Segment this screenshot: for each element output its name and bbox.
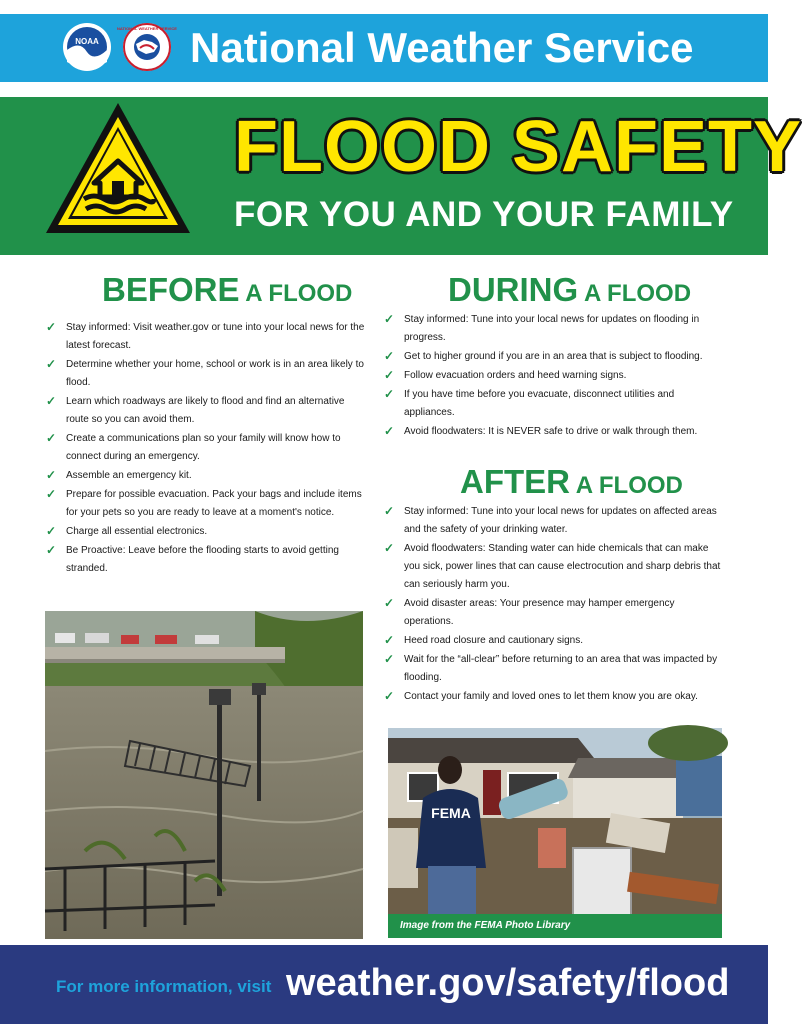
checkmark-icon: ✓ (384, 368, 395, 382)
list-item: ✓ Assemble an emergency kit. (46, 468, 192, 482)
noaa-logo-text: NOAA (75, 37, 99, 46)
fema-photo (388, 728, 722, 938)
list-item: ✓ Prepare for possible evacuation. Pack your bags and include items for your pets so you are ready to leave at a moment's notice. (46, 487, 362, 518)
checkmark-icon: ✓ (384, 349, 395, 363)
list-item: ✓ Heed road closure and cautionary signs. (384, 633, 583, 647)
list-item: ✓ Create a communications plan so your family will know how to connect during an emergency. (46, 431, 341, 462)
checkmark-icon: ✓ (384, 596, 395, 610)
checkmark-icon: ✓ (384, 689, 395, 703)
after-heading (460, 462, 683, 509)
list-item: ✓ Charge all essential electronics. (46, 524, 208, 538)
list-item: ✓ Follow evacuation orders and heed warning signs. (384, 368, 627, 382)
footer-bar (0, 945, 768, 1024)
list-item: ✓ Be Proactive: Leave before the flooding starts to avoid getting stranded. (46, 543, 339, 574)
list-item: ✓ Determine whether your home, school or work is in an area likely to flood. (46, 357, 364, 388)
checkmark-icon: ✓ (46, 487, 57, 501)
flood-safety-banner (0, 97, 802, 255)
before-list (44, 319, 366, 579)
flood-warning-icon (44, 101, 192, 235)
after-heading-small: A FLOOD (570, 472, 683, 499)
nws-header-bar (0, 14, 768, 82)
checkmark-icon: ✓ (384, 312, 395, 326)
checkmark-icon: ✓ (46, 524, 57, 538)
list-item: ✓ Contact your family and loved ones to let them know you are okay. (384, 689, 698, 703)
list-item: ✓ Stay informed: Tune into your local news for updates on affected areas and the safety of your drinking water. (384, 504, 717, 535)
checkmark-icon: ✓ (46, 468, 57, 482)
footer-lead-text: For more information, visit (56, 977, 272, 996)
checkmark-icon: ✓ (46, 320, 57, 334)
during-heading (448, 270, 691, 317)
checkmark-icon: ✓ (384, 504, 395, 518)
checkmark-icon: ✓ (46, 357, 57, 371)
photo-caption: Image from the FEMA Photo Library (388, 914, 722, 938)
list-item: ✓ Get to higher ground if you are in an area that is subject to flooding. (384, 349, 703, 363)
checkmark-icon: ✓ (46, 543, 57, 557)
during-heading-small: A FLOOD (578, 280, 692, 307)
checkmark-icon: ✓ (46, 431, 57, 445)
list-item: ✓ Avoid floodwaters: It is NEVER safe to drive or walk through them. (384, 424, 698, 438)
before-heading-small: A FLOOD (239, 280, 353, 307)
nws-title: National Weather Service (190, 24, 694, 71)
nws-logo (117, 22, 177, 72)
fema-vest-text: FEMA (431, 805, 471, 821)
flood-safety-title: FLOOD SAFETY (234, 107, 802, 187)
noaa-logo (62, 22, 112, 72)
list-item: ✓ Stay informed: Tune into your local news for updates on flooding in progress. (384, 312, 700, 343)
flood-safety-subtitle: FOR YOU AND YOUR FAMILY (234, 195, 734, 234)
checkmark-icon: ✓ (384, 424, 395, 438)
list-item: ✓ If you have time before you evacuate, disconnect utilities and appliances. (384, 387, 675, 418)
during-heading-big: DURING (448, 271, 579, 308)
nws-logo-text: NATIONAL WEATHER SERVICE (117, 26, 177, 31)
list-item: ✓ Avoid disaster areas: Your presence may hamper emergency operations. (384, 596, 675, 627)
before-heading (102, 270, 352, 317)
checkmark-icon: ✓ (46, 394, 57, 408)
checkmark-icon: ✓ (384, 633, 395, 647)
flooded-river-photo (45, 611, 363, 939)
after-heading-big: AFTER (460, 463, 570, 500)
list-item: ✓ Stay informed: Visit weather.gov or tune into your local news for the latest forecast. (46, 320, 365, 351)
during-list (382, 311, 722, 442)
checkmark-icon: ✓ (384, 652, 395, 666)
footer-url-link[interactable]: weather.gov/safety/flood (286, 962, 730, 1004)
after-list (382, 503, 722, 707)
list-item: ✓ Wait for the “all-clear” before returning to an area that was impacted by flooding. (384, 652, 718, 683)
checkmark-icon: ✓ (384, 387, 395, 401)
checkmark-icon: ✓ (384, 541, 395, 555)
before-heading-big: BEFORE (102, 271, 240, 308)
list-item: ✓ Learn which roadways are likely to flood and find an alternative route so you can avoid them. (46, 394, 345, 425)
list-item: ✓ Avoid floodwaters: Standing water can hide chemicals that can make you sick, power lines that can cause electrocution and sharp debris that can seriously harm you. (384, 541, 721, 590)
